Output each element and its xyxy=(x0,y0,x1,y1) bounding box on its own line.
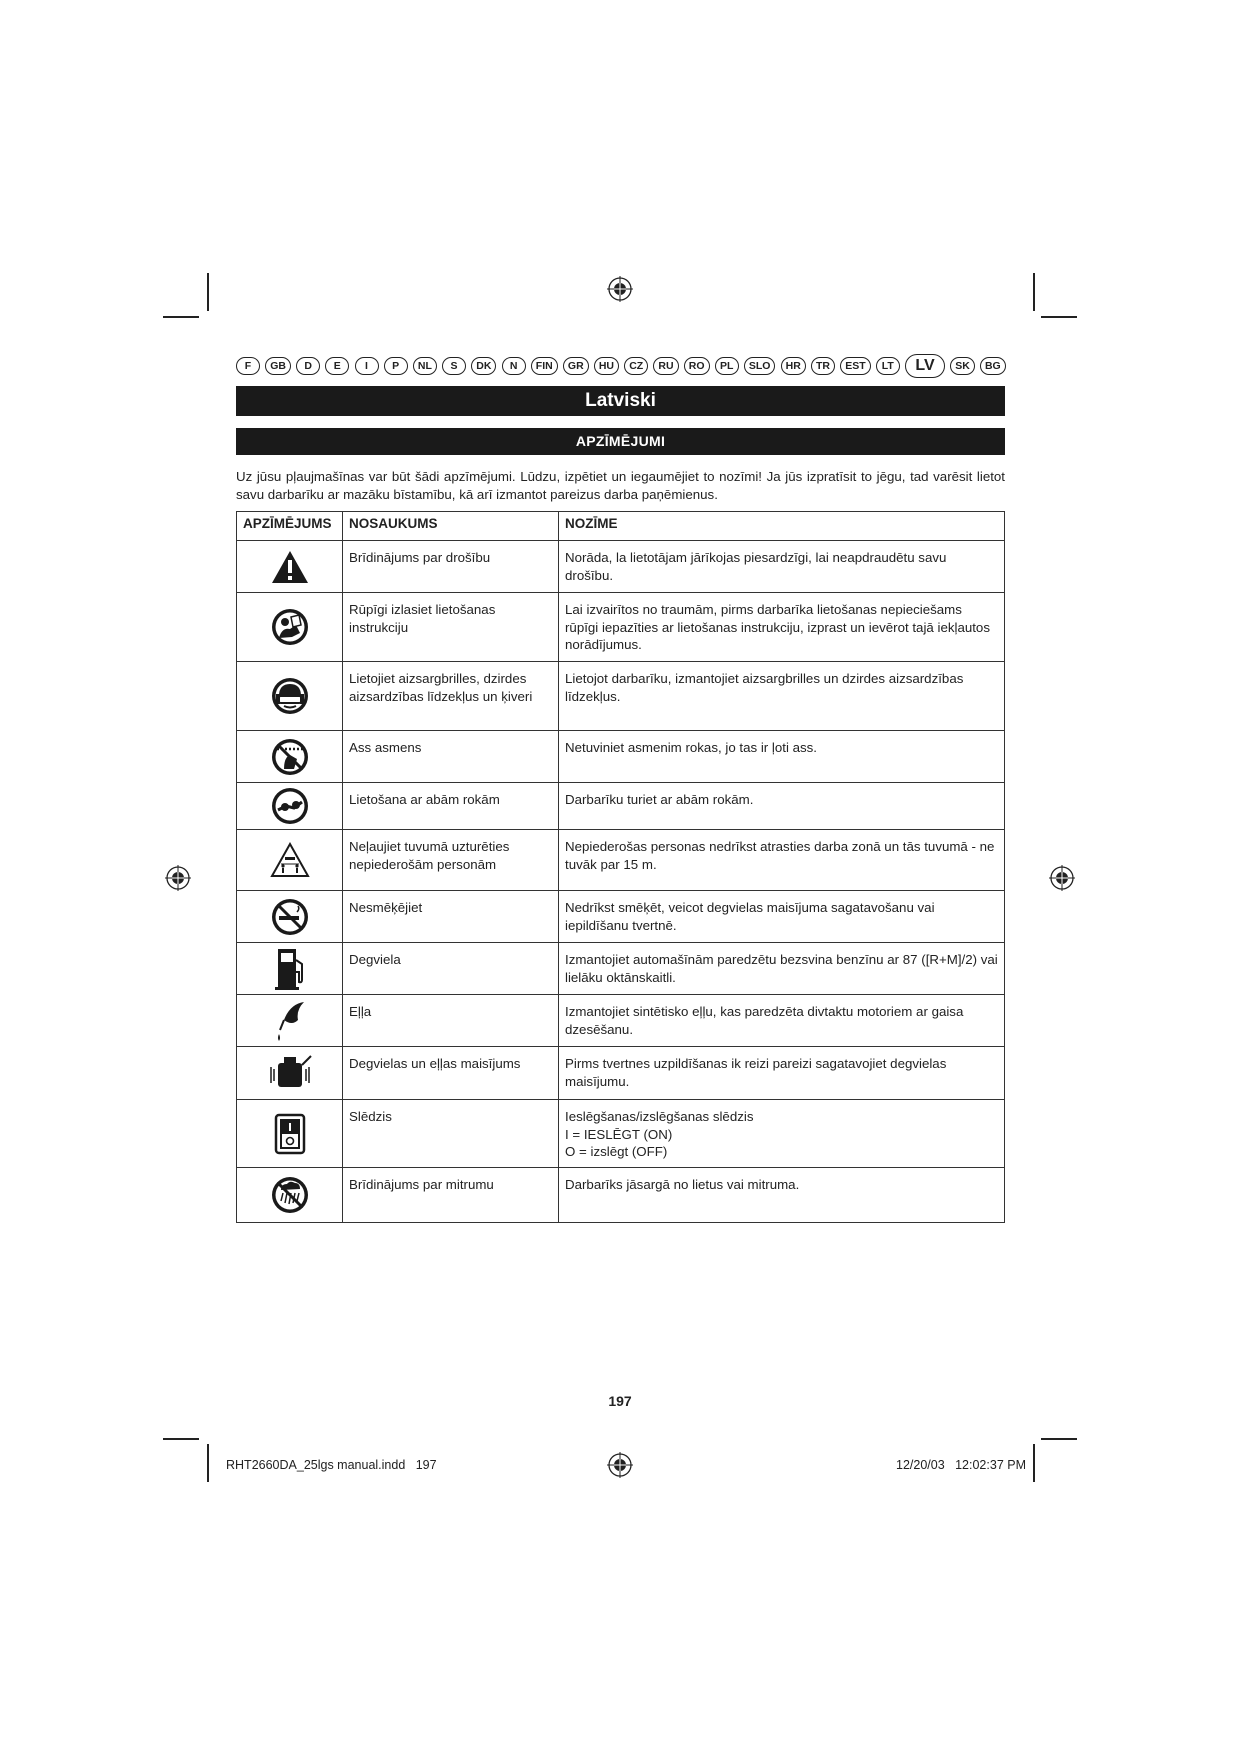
header-name: NOSAUKUMS xyxy=(343,512,559,541)
protective-gear-icon xyxy=(270,676,310,716)
symbol-name: Degviela xyxy=(343,943,559,995)
symbol-name: Lietojiet aizsargbrilles, dzirdes aizsardzības līdzekļus un ķiveri xyxy=(343,662,559,731)
warning-triangle-icon xyxy=(270,549,310,585)
language-tab-gr[interactable]: GR xyxy=(563,357,589,375)
symbol-meaning: Ieslēgšanas/izslēgšanas slēdzis I = IESLĒGT (ON) O = izslēgt (OFF) xyxy=(559,1100,1005,1168)
symbol-name: Eļļa xyxy=(343,995,559,1047)
crop-mark xyxy=(1041,316,1077,318)
table-row xyxy=(237,943,1005,995)
symbols-table xyxy=(236,511,1005,1223)
language-tab-n[interactable]: N xyxy=(502,357,526,375)
language-tab-lt[interactable]: LT xyxy=(876,357,900,375)
page-title: Latviski xyxy=(236,386,1005,416)
language-tab-ro[interactable]: RO xyxy=(684,357,710,375)
language-tab-lv[interactable]: LV xyxy=(905,354,945,378)
table-row xyxy=(237,731,1005,783)
bystander-distance-icon xyxy=(270,842,310,878)
registration-mark-icon xyxy=(1049,865,1075,891)
sharp-blade-icon xyxy=(270,737,310,777)
symbol-name: Neļaujiet tuvumā uzturēties nepiederošām personām xyxy=(343,830,559,891)
language-tab-cz[interactable]: CZ xyxy=(624,357,648,375)
symbol-meaning: Lai izvairītos no traumām, pirms darbarīka lietošanas nepieciešams rūpīgi iepazīties ar lietošanas instrukciju, izprast un ievērot tajā iekļautos norādījumus. xyxy=(559,593,1005,662)
language-tab-slo[interactable]: SLO xyxy=(744,357,776,375)
language-tab-hu[interactable]: HU xyxy=(594,357,619,375)
language-tab-dk[interactable]: DK xyxy=(471,357,496,375)
symbol-meaning: Nedrīkst smēķēt, veicot degvielas maisījuma sagatavošanu vai iepildīšanu tvertnē. xyxy=(559,891,1005,943)
table-row xyxy=(237,783,1005,830)
table-row xyxy=(237,1047,1005,1100)
table-row xyxy=(237,1168,1005,1223)
registration-mark-icon xyxy=(165,865,191,891)
crop-mark xyxy=(163,316,199,318)
language-tab-f[interactable]: F xyxy=(236,357,260,375)
symbol-name: Lietošana ar abām rokām xyxy=(343,783,559,830)
language-tab-est[interactable]: EST xyxy=(840,357,870,375)
language-tab-e[interactable]: E xyxy=(325,357,349,375)
language-tab-hr[interactable]: HR xyxy=(781,357,806,375)
table-header-row xyxy=(237,512,1005,541)
table-row xyxy=(237,541,1005,593)
language-tab-tr[interactable]: TR xyxy=(811,357,835,375)
crop-mark xyxy=(1033,273,1035,311)
table-row xyxy=(237,662,1005,731)
language-tab-s[interactable]: S xyxy=(442,357,466,375)
crop-mark xyxy=(207,1444,209,1482)
two-hands-icon xyxy=(270,786,310,826)
language-tabs xyxy=(236,355,1006,377)
header-symbol: APZĪMĒJUMS xyxy=(237,512,343,541)
language-tab-gb[interactable]: GB xyxy=(265,357,291,375)
language-tab-d[interactable]: D xyxy=(296,357,320,375)
table-row xyxy=(237,891,1005,943)
table-row xyxy=(237,995,1005,1047)
table-row xyxy=(237,1100,1005,1168)
crop-mark xyxy=(207,273,209,311)
table-row xyxy=(237,830,1005,891)
symbol-meaning: Darbarīks jāsargā no lietus vai mitruma. xyxy=(559,1168,1005,1223)
no-smoking-icon xyxy=(270,897,310,937)
fuel-oil-mix-icon xyxy=(267,1053,313,1093)
no-rain-icon xyxy=(270,1175,310,1215)
symbol-meaning: Izmantojiet sintētisko eļļu, kas paredzēta divtaktu motoriem ar gaisa dzesēšanu. xyxy=(559,995,1005,1047)
symbol-name: Rūpīgi izlasiet lietošanas instrukciju xyxy=(343,593,559,662)
fuel-pump-icon xyxy=(270,946,310,992)
symbol-meaning: Pirms tvertnes uzpildīšanas ik reizi pareizi sagatavojiet degvielas maisījumu. xyxy=(559,1047,1005,1100)
language-tab-ru[interactable]: RU xyxy=(653,357,678,375)
language-tab-i[interactable]: I xyxy=(355,357,379,375)
crop-mark xyxy=(1033,1444,1035,1482)
symbol-name: Brīdinājums par mitrumu xyxy=(343,1168,559,1223)
symbol-meaning: Nepiederošas personas nedrīkst atrasties darba zonā un tās tuvumā - ne tuvāk par 15 m. xyxy=(559,830,1005,891)
read-manual-icon xyxy=(270,607,310,647)
section-title: APZĪMĒJUMI xyxy=(236,428,1005,455)
symbol-name: Brīdinājums par drošību xyxy=(343,541,559,593)
symbol-name: Nesmēķējiet xyxy=(343,891,559,943)
symbol-meaning: Darbarīku turiet ar abām rokām. xyxy=(559,783,1005,830)
oil-can-icon xyxy=(270,998,310,1044)
language-tab-p[interactable]: P xyxy=(384,357,408,375)
registration-mark-icon xyxy=(607,1452,633,1478)
switch-icon xyxy=(274,1113,306,1155)
symbol-name: Slēdzis xyxy=(343,1100,559,1168)
language-tab-pl[interactable]: PL xyxy=(715,357,739,375)
symbol-meaning: Izmantojiet automašīnām paredzētu bezsvina benzīnu ar 87 ([R+M]/2) vai lielāku oktānskaitli. xyxy=(559,943,1005,995)
language-tab-sk[interactable]: SK xyxy=(950,357,975,375)
registration-mark-icon xyxy=(607,276,633,302)
table-row xyxy=(237,593,1005,662)
footer-timestamp: 12/20/03 12:02:37 PM xyxy=(896,1458,1026,1472)
crop-mark xyxy=(1041,1438,1077,1440)
symbol-name: Ass asmens xyxy=(343,731,559,783)
language-tab-bg[interactable]: BG xyxy=(980,357,1006,375)
symbol-meaning: Netuviniet asmenim rokas, jo tas ir ļoti ass. xyxy=(559,731,1005,783)
intro-paragraph: Uz jūsu pļaujmašīnas var būt šādi apzīmējumi. Lūdzu, izpētiet un iegaumējiet to nozīmi! Ja jūs izpratīsit to jēgu, tad varēsit lietot savu darbarīku ar mazāku bīstamību, kā arī izmantot pareizus darba paņēmienus. xyxy=(236,469,1005,502)
symbol-name: Degvielas un eļļas maisījums xyxy=(343,1047,559,1100)
page-number: 197 xyxy=(608,1393,632,1409)
language-tab-fin[interactable]: FIN xyxy=(531,357,558,375)
crop-mark xyxy=(163,1438,199,1440)
symbol-meaning: Lietojot darbarīku, izmantojiet aizsargbrilles un dzirdes aizsardzības līdzekļus. xyxy=(559,662,1005,731)
language-tab-nl[interactable]: NL xyxy=(413,357,437,375)
symbol-meaning: Norāda, la lietotājam jārīkojas piesardzīgi, lai neapdraudētu savu drošību. xyxy=(559,541,1005,593)
footer-filename: RHT2660DA_25lgs manual.indd 197 xyxy=(226,1458,437,1472)
header-meaning: NOZĪME xyxy=(559,512,1005,541)
